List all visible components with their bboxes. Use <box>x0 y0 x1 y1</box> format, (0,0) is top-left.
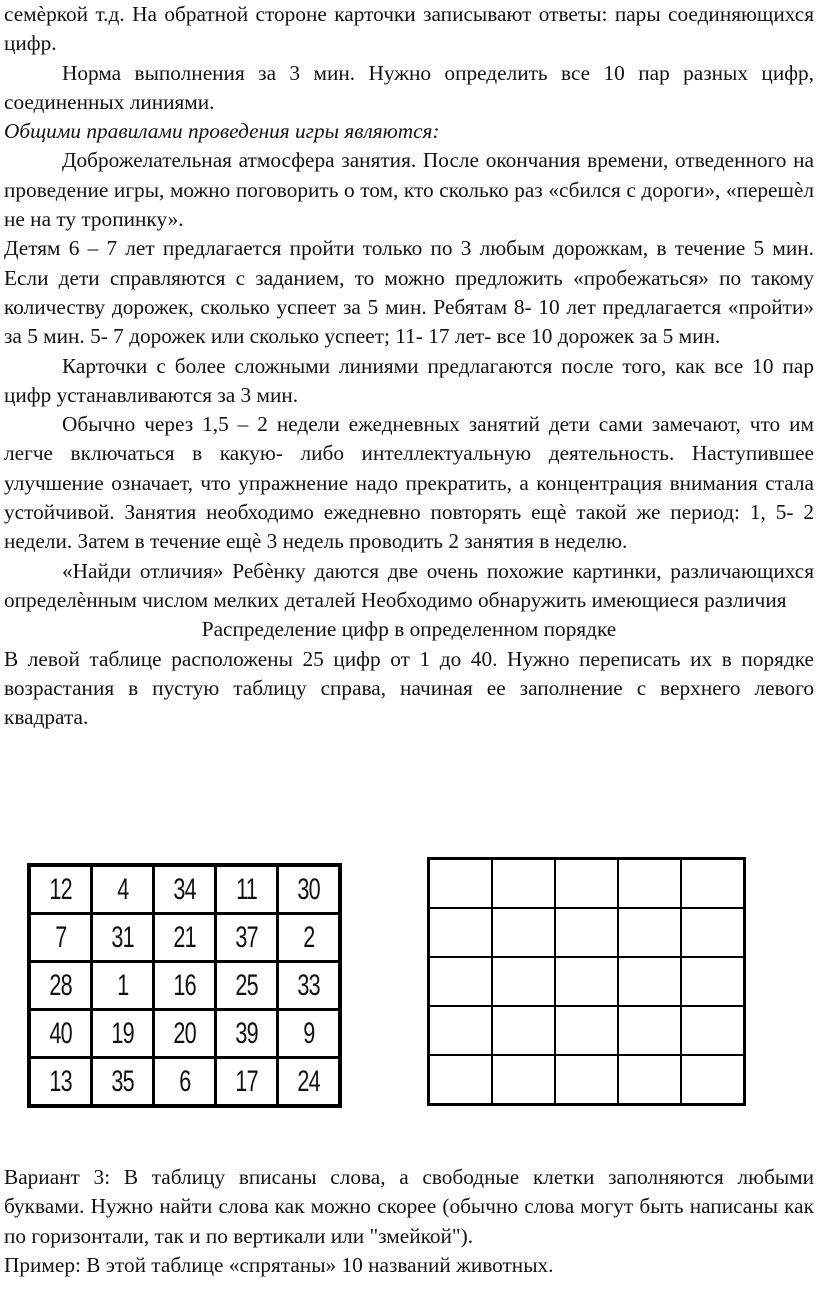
empty-cell <box>555 1055 618 1105</box>
number-cell <box>29 865 92 914</box>
number-cell <box>154 1010 216 1058</box>
empty-cell <box>618 957 681 1006</box>
empty-table-row <box>429 1006 745 1055</box>
number-cell-value: 4 <box>116 872 129 906</box>
number-cell <box>92 1010 154 1058</box>
number-cell-value: 34 <box>173 872 196 906</box>
number-cell <box>29 1058 92 1107</box>
number-cell <box>278 962 341 1010</box>
empty-cell <box>555 859 618 909</box>
empty-cell <box>555 957 618 1006</box>
number-cell-value: 25 <box>235 968 258 1002</box>
paragraph-example: Пример: В этой таблице «спрятаны» 10 названий животных. <box>4 1252 554 1277</box>
empty-cell <box>492 859 555 909</box>
number-cell-value: 28 <box>49 968 72 1002</box>
empty-cell <box>429 908 493 957</box>
number-cell-value: 9 <box>302 1016 315 1050</box>
tables-area <box>0 857 816 1127</box>
empty-cell <box>492 1055 555 1105</box>
empty-cell <box>681 859 745 909</box>
number-cell-value: 37 <box>235 920 258 954</box>
number-cell-value: 2 <box>302 920 315 954</box>
number-table-row <box>29 914 340 962</box>
number-cell <box>29 1010 92 1058</box>
number-cell-value: 35 <box>111 1064 134 1098</box>
number-cell-value: 17 <box>235 1064 258 1098</box>
empty-cell <box>492 908 555 957</box>
empty-cell <box>618 908 681 957</box>
number-cell-value: 31 <box>111 920 134 954</box>
empty-cell <box>618 1006 681 1055</box>
empty-cell <box>429 1006 493 1055</box>
number-cell <box>278 914 341 962</box>
number-cell-value: 11 <box>236 872 257 906</box>
paragraph-atmosphere: Доброжелательная атмосфера занятия. После окончания времени, отведенного на проведение игры, можно поговорить о том, кто сколько раз «сбился с дороги», «перешѐл не на ту тропинку». <box>4 148 814 232</box>
section-heading: Распределение цифр в определенном порядке <box>201 617 617 642</box>
number-cell-value: 24 <box>297 1064 320 1098</box>
number-table-row <box>29 1058 340 1107</box>
number-table <box>27 863 342 1108</box>
empty-table-row <box>429 908 745 957</box>
empty-cell <box>618 1055 681 1105</box>
number-cell <box>92 962 154 1010</box>
number-cell <box>278 1010 341 1058</box>
paragraph-answers: семѐркой т.д. На обратной стороне карточки записывают ответы: пары соединяющихся цифр. <box>4 2 814 56</box>
number-cell <box>154 865 216 914</box>
number-cell <box>216 1010 278 1058</box>
number-cell <box>154 1058 216 1107</box>
number-table-row <box>29 1010 340 1058</box>
number-cell <box>216 1058 278 1107</box>
number-cell-value: 33 <box>297 968 320 1002</box>
number-cell-value: 20 <box>173 1016 196 1050</box>
number-cell-value: 12 <box>49 872 72 906</box>
empty-cell <box>681 1055 745 1105</box>
number-cell-value: 30 <box>297 872 320 906</box>
empty-cell <box>555 1006 618 1055</box>
empty-table-row <box>429 1055 745 1105</box>
paragraph-find-differences: «Найди отличия» Ребѐнку даются две очень похожие картинки, различающихся определѐнным числом мелких деталей Необходимо обнаружить имеющиеся различия <box>4 558 814 612</box>
paragraph-variant-3: Вариант 3: В таблицу вписаны слова, а свободные клетки заполняются любыми буквами. Нужно найти слова как можно скорее (обычно слова могут быть написаны как по горизонтали, так и по вертикали или "змейкой"). <box>4 1165 814 1248</box>
empty-table <box>427 857 746 1106</box>
paragraph-norm: Норма выполнения за 3 мин. Нужно определить все 10 пар разных цифр, соединенных линиями. <box>4 60 814 114</box>
empty-table-row <box>429 957 745 1006</box>
number-table-row <box>29 962 340 1010</box>
number-cell-value: 40 <box>49 1016 72 1050</box>
paragraph-table-instructions: В левой таблице расположены 25 цифр от 1 до 40. Нужно переписать их в порядке возрастания в пустую таблицу справа, начиная ее заполнение с верхнего левого квадрата. <box>4 646 814 730</box>
document-body <box>4 0 814 732</box>
number-cell <box>278 865 341 914</box>
number-cell-value: 13 <box>49 1064 72 1098</box>
empty-cell <box>429 957 493 1006</box>
number-cell <box>154 962 216 1010</box>
number-cell-value: 19 <box>111 1016 134 1050</box>
empty-cell <box>492 1006 555 1055</box>
paragraph-schedule: Обычно через 1,5 – 2 недели ежедневных занятий дети сами замечают, что им легче включаться в какую- либо интеллектуальную деятельность. Наступившее улучшение означает, что упражнение надо прекратить, а концентрация внимания стала устойчивой. Занятия необходимо ежедневно повторять ещѐ такой же период: 1, 5- 2 недели. Затем в течение ещѐ 3 недель проводить 2 занятия в неделю. <box>4 412 814 554</box>
number-cell <box>92 914 154 962</box>
empty-cell <box>429 1055 493 1105</box>
number-cell <box>216 962 278 1010</box>
paragraph-rules-heading: Общими правилами проведения игры являются: <box>4 119 440 144</box>
number-cell <box>92 1058 154 1107</box>
number-cell <box>154 914 216 962</box>
number-cell-value: 16 <box>173 968 196 1002</box>
empty-cell <box>681 908 745 957</box>
empty-cell <box>555 908 618 957</box>
empty-cell <box>492 957 555 1006</box>
number-cell <box>92 865 154 914</box>
document-bottom <box>4 1163 814 1280</box>
number-cell-value: 1 <box>116 968 129 1002</box>
number-cell-value: 21 <box>173 920 196 954</box>
empty-table-row <box>429 859 745 909</box>
number-cell <box>278 1058 341 1107</box>
empty-cell <box>681 1006 745 1055</box>
number-cell <box>29 914 92 962</box>
number-cell-value: 6 <box>178 1064 191 1098</box>
number-cell <box>216 865 278 914</box>
number-cell-value: 7 <box>54 920 67 954</box>
empty-cell <box>618 859 681 909</box>
paragraph-age-groups: Детям 6 – 7 лет предлагается пройти только по 3 любым дорожкам, в течение 5 мин. Если дети справляются с заданием, то можно предложить «пробежаться» по такому количеству дорожек, сколько успеет за 5 мин. Ребятам 8- 10 лет предлагается «пройти» за 5 мин. 5- 7 дорожек или сколько успеет; 11- 17 лет- все 10 дорожек за 5 мин. <box>4 236 814 349</box>
empty-cell <box>681 957 745 1006</box>
paragraph-complex-cards: Карточки с более сложными линиями предлагаются после того, как все 10 пар цифр устанавливаются за 3 мин. <box>4 353 814 407</box>
empty-cell <box>429 859 493 909</box>
number-cell <box>216 914 278 962</box>
number-table-row <box>29 865 340 914</box>
number-cell-value: 39 <box>235 1016 258 1050</box>
number-cell <box>29 962 92 1010</box>
